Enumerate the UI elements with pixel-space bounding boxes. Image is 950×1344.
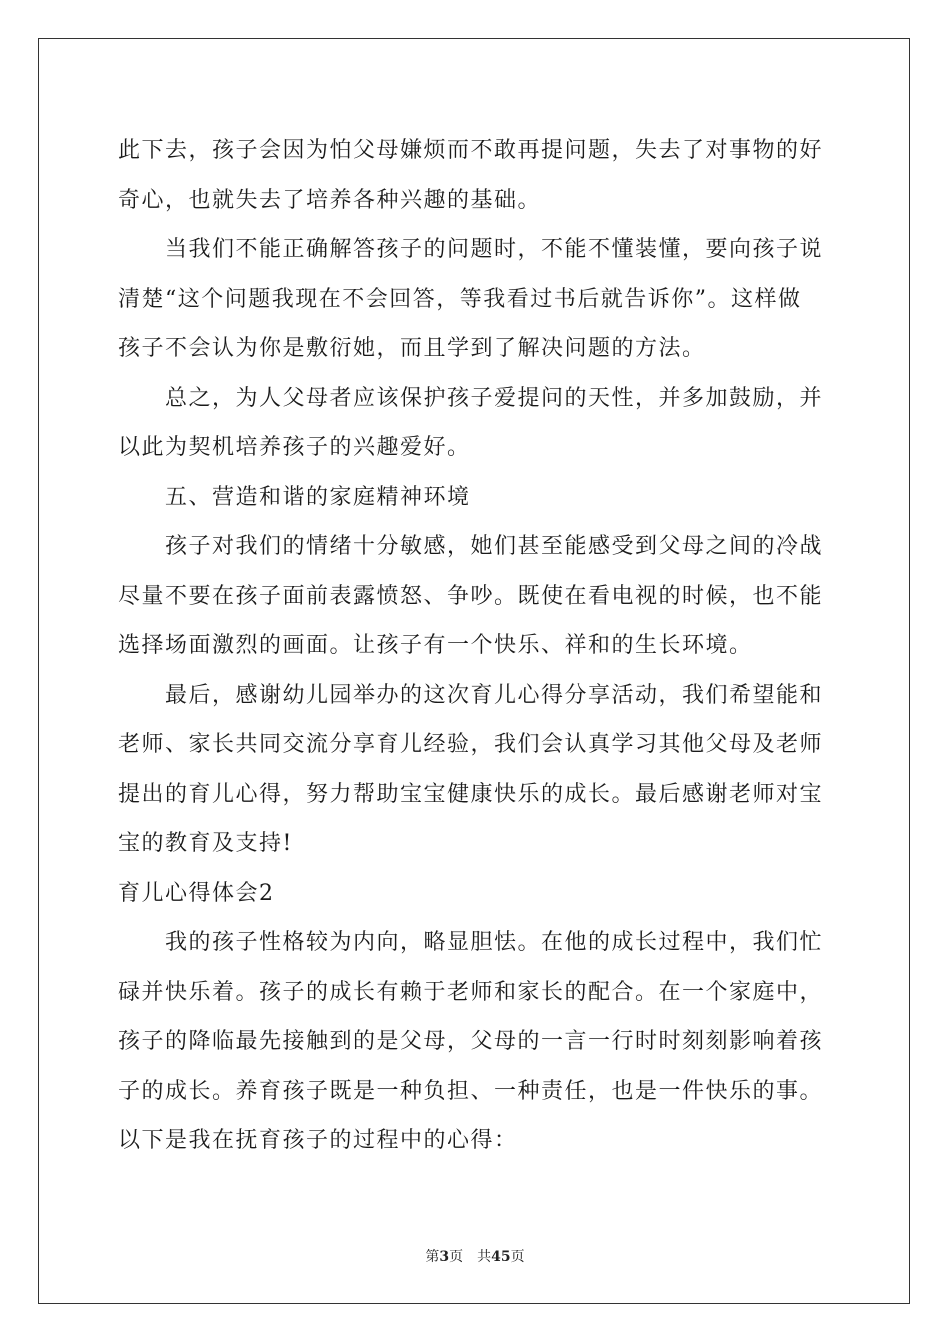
- text-line: 老师、家长共同交流分享育儿经验，我们会认真学习其他父母及老师: [118, 732, 824, 757]
- text-line: 子的成长。养育孩子既是一种负担、一种责任，也是一件快乐的事。: [118, 1078, 824, 1104]
- text-line: 当我们不能正确解答孩子的问题时，不能不懂装懂，要向孩子说: [165, 237, 824, 262]
- text-line: 以下是我在抚育孩子的过程中的心得：: [118, 1128, 518, 1153]
- total-pages: 45: [491, 1249, 511, 1265]
- document-body: [118, 126, 834, 1166]
- section-heading: 五、营造和谐的家庭精神环境: [165, 484, 471, 510]
- page-footer: [0, 1246, 950, 1266]
- article-title: 育儿心得体会2: [118, 880, 275, 906]
- text-line: 孩子的降临最先接触到的是父母，父母的一言一行时时刻刻影响着孩: [118, 1029, 824, 1054]
- text-line: 尽量不要在孩子面前表露愤怒、争吵。既使在看电视的时候，也不能: [118, 583, 824, 609]
- text-line: 以此为契机培养孩子的兴趣爱好。: [118, 435, 471, 460]
- text-line: 奇心，也就失去了培养各种兴趣的基础。: [118, 187, 542, 213]
- total-prefix: 共: [477, 1249, 492, 1265]
- text-line: 此下去，孩子会因为怕父母嫌烦而不敢再提问题，失去了对事物的好: [118, 138, 824, 163]
- text-line: 清楚“这个问题我现在不会回答，等我看过书后就告诉你”。这样做: [118, 286, 802, 312]
- text-line: 孩子对我们的情绪十分敏感，她们甚至能感受到父母之间的冷战: [165, 534, 824, 559]
- page-number: 3: [439, 1249, 450, 1265]
- text-line: 孩子不会认为你是敷衍她，而且学到了解决问题的方法。: [118, 336, 706, 361]
- page-prefix: 第: [425, 1249, 440, 1265]
- text-line: 总之，为人父母者应该保护孩子爱提问的天性，并多加鼓励，并: [165, 385, 824, 411]
- text-line: 提出的育儿心得，努力帮助宝宝健康快乐的成长。最后感谢老师对宝: [118, 781, 824, 807]
- text-line: 碌并快乐着。孩子的成长有赖于老师和家长的配合。在一个家庭中，: [118, 979, 824, 1005]
- total-suffix: 页: [510, 1249, 525, 1265]
- text-line: 我的孩子性格较为内向，略显胆怯。在他的成长过程中，我们忙: [165, 930, 824, 955]
- text-line: 选择场面激烈的画面。让孩子有一个快乐、祥和的生长环境。: [118, 633, 753, 658]
- page-suffix: 页: [449, 1249, 464, 1265]
- text-line: 最后，感谢幼儿园举办的这次育儿心得分享活动，我们希望能和: [165, 682, 824, 708]
- text-line: 宝的教育及支持!: [118, 831, 293, 856]
